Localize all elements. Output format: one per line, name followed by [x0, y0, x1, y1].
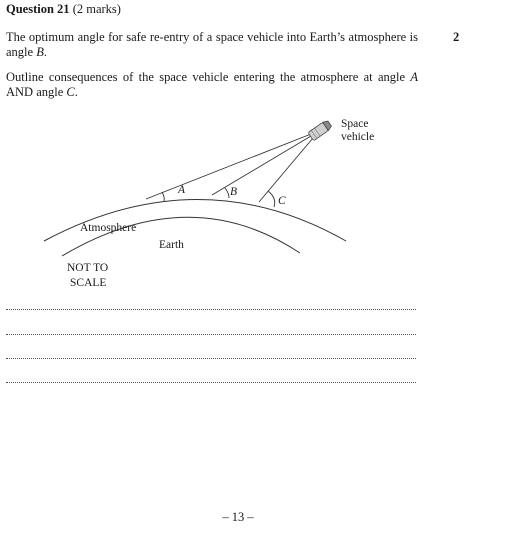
question-text-outline: Outline consequences of the space vehicle entering the atmosphere at angle A AND angle C.	[6, 70, 418, 99]
space-vehicle-icon	[308, 119, 333, 140]
angle-arc-c	[268, 191, 275, 207]
page-number: – 13 –	[222, 510, 254, 524]
answer-line[interactable]	[6, 309, 416, 310]
label-angle-b: B	[230, 186, 238, 198]
label-atmosphere: Atmosphere	[80, 222, 137, 234]
angle-arc-b	[225, 188, 229, 198]
trajectory-line-a	[146, 134, 311, 199]
answer-line[interactable]	[6, 334, 416, 335]
answer-line[interactable]	[6, 382, 416, 383]
trajectory-line-b	[212, 136, 311, 195]
label-scale: SCALE	[70, 277, 107, 289]
question-text-optimum-angle: The optimum angle for safe re-entry of a space vehicle into Earth’s atmosphere is angle B.	[6, 30, 418, 59]
reentry-diagram	[0, 100, 430, 300]
atmosphere-arc	[44, 200, 346, 242]
label-angle-c: C	[278, 195, 286, 207]
trajectory-line-c	[259, 138, 313, 202]
answer-line[interactable]	[6, 358, 416, 359]
label-not-to: NOT TO	[67, 262, 109, 274]
question-heading	[6, 2, 121, 17]
angle-b-ref: B	[36, 44, 44, 59]
angle-c-ref: C	[66, 84, 75, 99]
question-number: Question 21	[6, 2, 70, 16]
label-space: Space	[341, 118, 369, 130]
marks-value: 2	[453, 30, 460, 44]
label-angle-a: A	[178, 184, 186, 196]
question-marks: (2 marks)	[72, 2, 121, 16]
label-earth: Earth	[159, 239, 184, 251]
angle-arc-a	[162, 192, 164, 202]
angle-a-ref: A	[410, 70, 418, 84]
label-vehicle: vehicle	[341, 131, 375, 143]
